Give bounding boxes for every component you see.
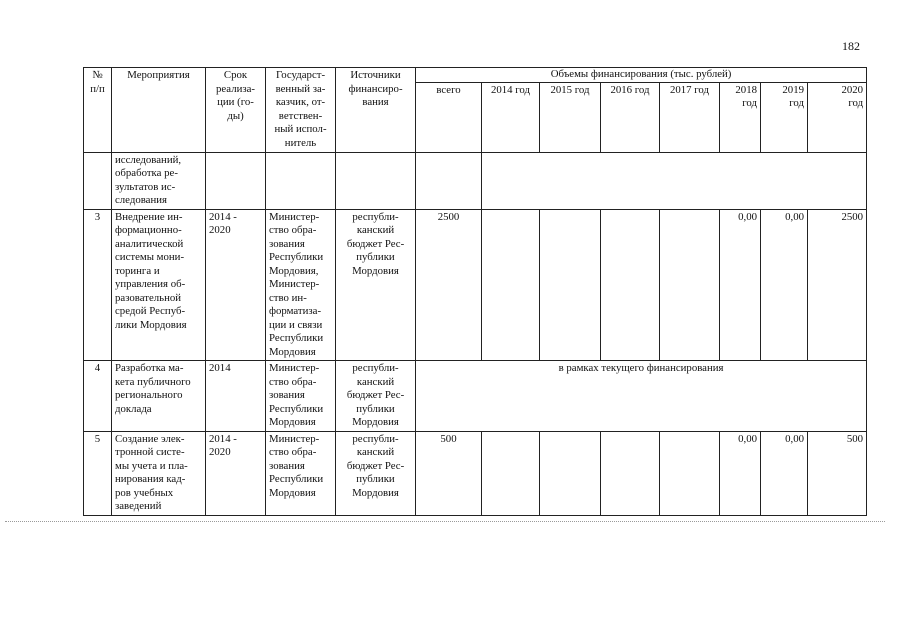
row-2017 [660,209,720,361]
row-merged-note: в рамках текущего финансирования [416,361,867,432]
header-period: Срок реализа- ции (го- ды) [206,68,266,153]
row-2015 [540,431,601,515]
row-number: 3 [84,209,112,361]
row-number [84,152,112,209]
row-customer: Министер- ство обра- зования Республики Мордовия [266,431,336,515]
row-activity: Разработка ма- кета публичного регионального доклада [112,361,206,432]
header-funding-group: Объемы финансирования (тыс. рублей) [416,68,867,83]
row-empty-funding [482,152,867,209]
row-number: 4 [84,361,112,432]
row-2015 [540,209,601,361]
row-2016 [601,431,660,515]
row-total: 2500 [416,209,482,361]
row-number: 5 [84,431,112,515]
row-2020: 2500 [808,209,867,361]
row-activity: Внедрение ин- формационно- аналитической системы мони- торинга и управления об- разовательной средой Респуб- лики Мордовия [112,209,206,361]
header-2014: 2014 год [482,82,540,152]
row-2016 [601,209,660,361]
row-2017 [660,431,720,515]
row-total: 500 [416,431,482,515]
row-period [206,152,266,209]
header-number: № п/п [84,68,112,153]
row-period: 2014 [206,361,266,432]
row-sources: республи- канский бюджет Рес- публики Мордовия [336,361,416,432]
header-2017: 2017 год [660,82,720,152]
row-2014 [482,209,540,361]
header-2015: 2015 год [540,82,601,152]
row-sources: республи- канский бюджет Рес- публики Мордовия [336,209,416,361]
header-sources: Источники финансиро- вания [336,68,416,153]
header-activity: Мероприятия [112,68,206,153]
header-2020: 2020 год [808,82,867,152]
row-total [416,152,482,209]
table-row [84,152,867,209]
table-row [84,361,867,432]
row-period: 2014 - 2020 [206,209,266,361]
row-customer: Министер- ство обра- зования Республики Мордовия, Министер- ство ин- форматиза- ции и связи Республики Мордовия [266,209,336,361]
header-2018: 2018 год [720,82,761,152]
row-2018: 0,00 [720,431,761,515]
header-customer: Государст- венный за- казчик, от- ветствен- ный испол- нитель [266,68,336,153]
row-customer [266,152,336,209]
funding-table [83,67,867,516]
row-2014 [482,431,540,515]
table-header-row [84,68,867,83]
page-number: 182 [842,39,860,53]
row-activity: Создание элек- тронной систе- мы учета и пла- нирования кад- ров учебных заведений [112,431,206,515]
row-2018: 0,00 [720,209,761,361]
table-row [84,431,867,515]
row-sources: республи- канский бюджет Рес- публики Мордовия [336,431,416,515]
row-2019: 0,00 [761,431,808,515]
row-2020: 500 [808,431,867,515]
header-2019: 2019 год [761,82,808,152]
header-total: всего [416,82,482,152]
header-2016: 2016 год [601,82,660,152]
row-customer: Министер- ство обра- зования Республики Мордовия [266,361,336,432]
row-activity: исследований, обработка ре- зультатов ис- следования [112,152,206,209]
row-period: 2014 - 2020 [206,431,266,515]
row-2019: 0,00 [761,209,808,361]
scan-artifact-line [5,521,885,522]
table-row [84,209,867,361]
row-sources [336,152,416,209]
